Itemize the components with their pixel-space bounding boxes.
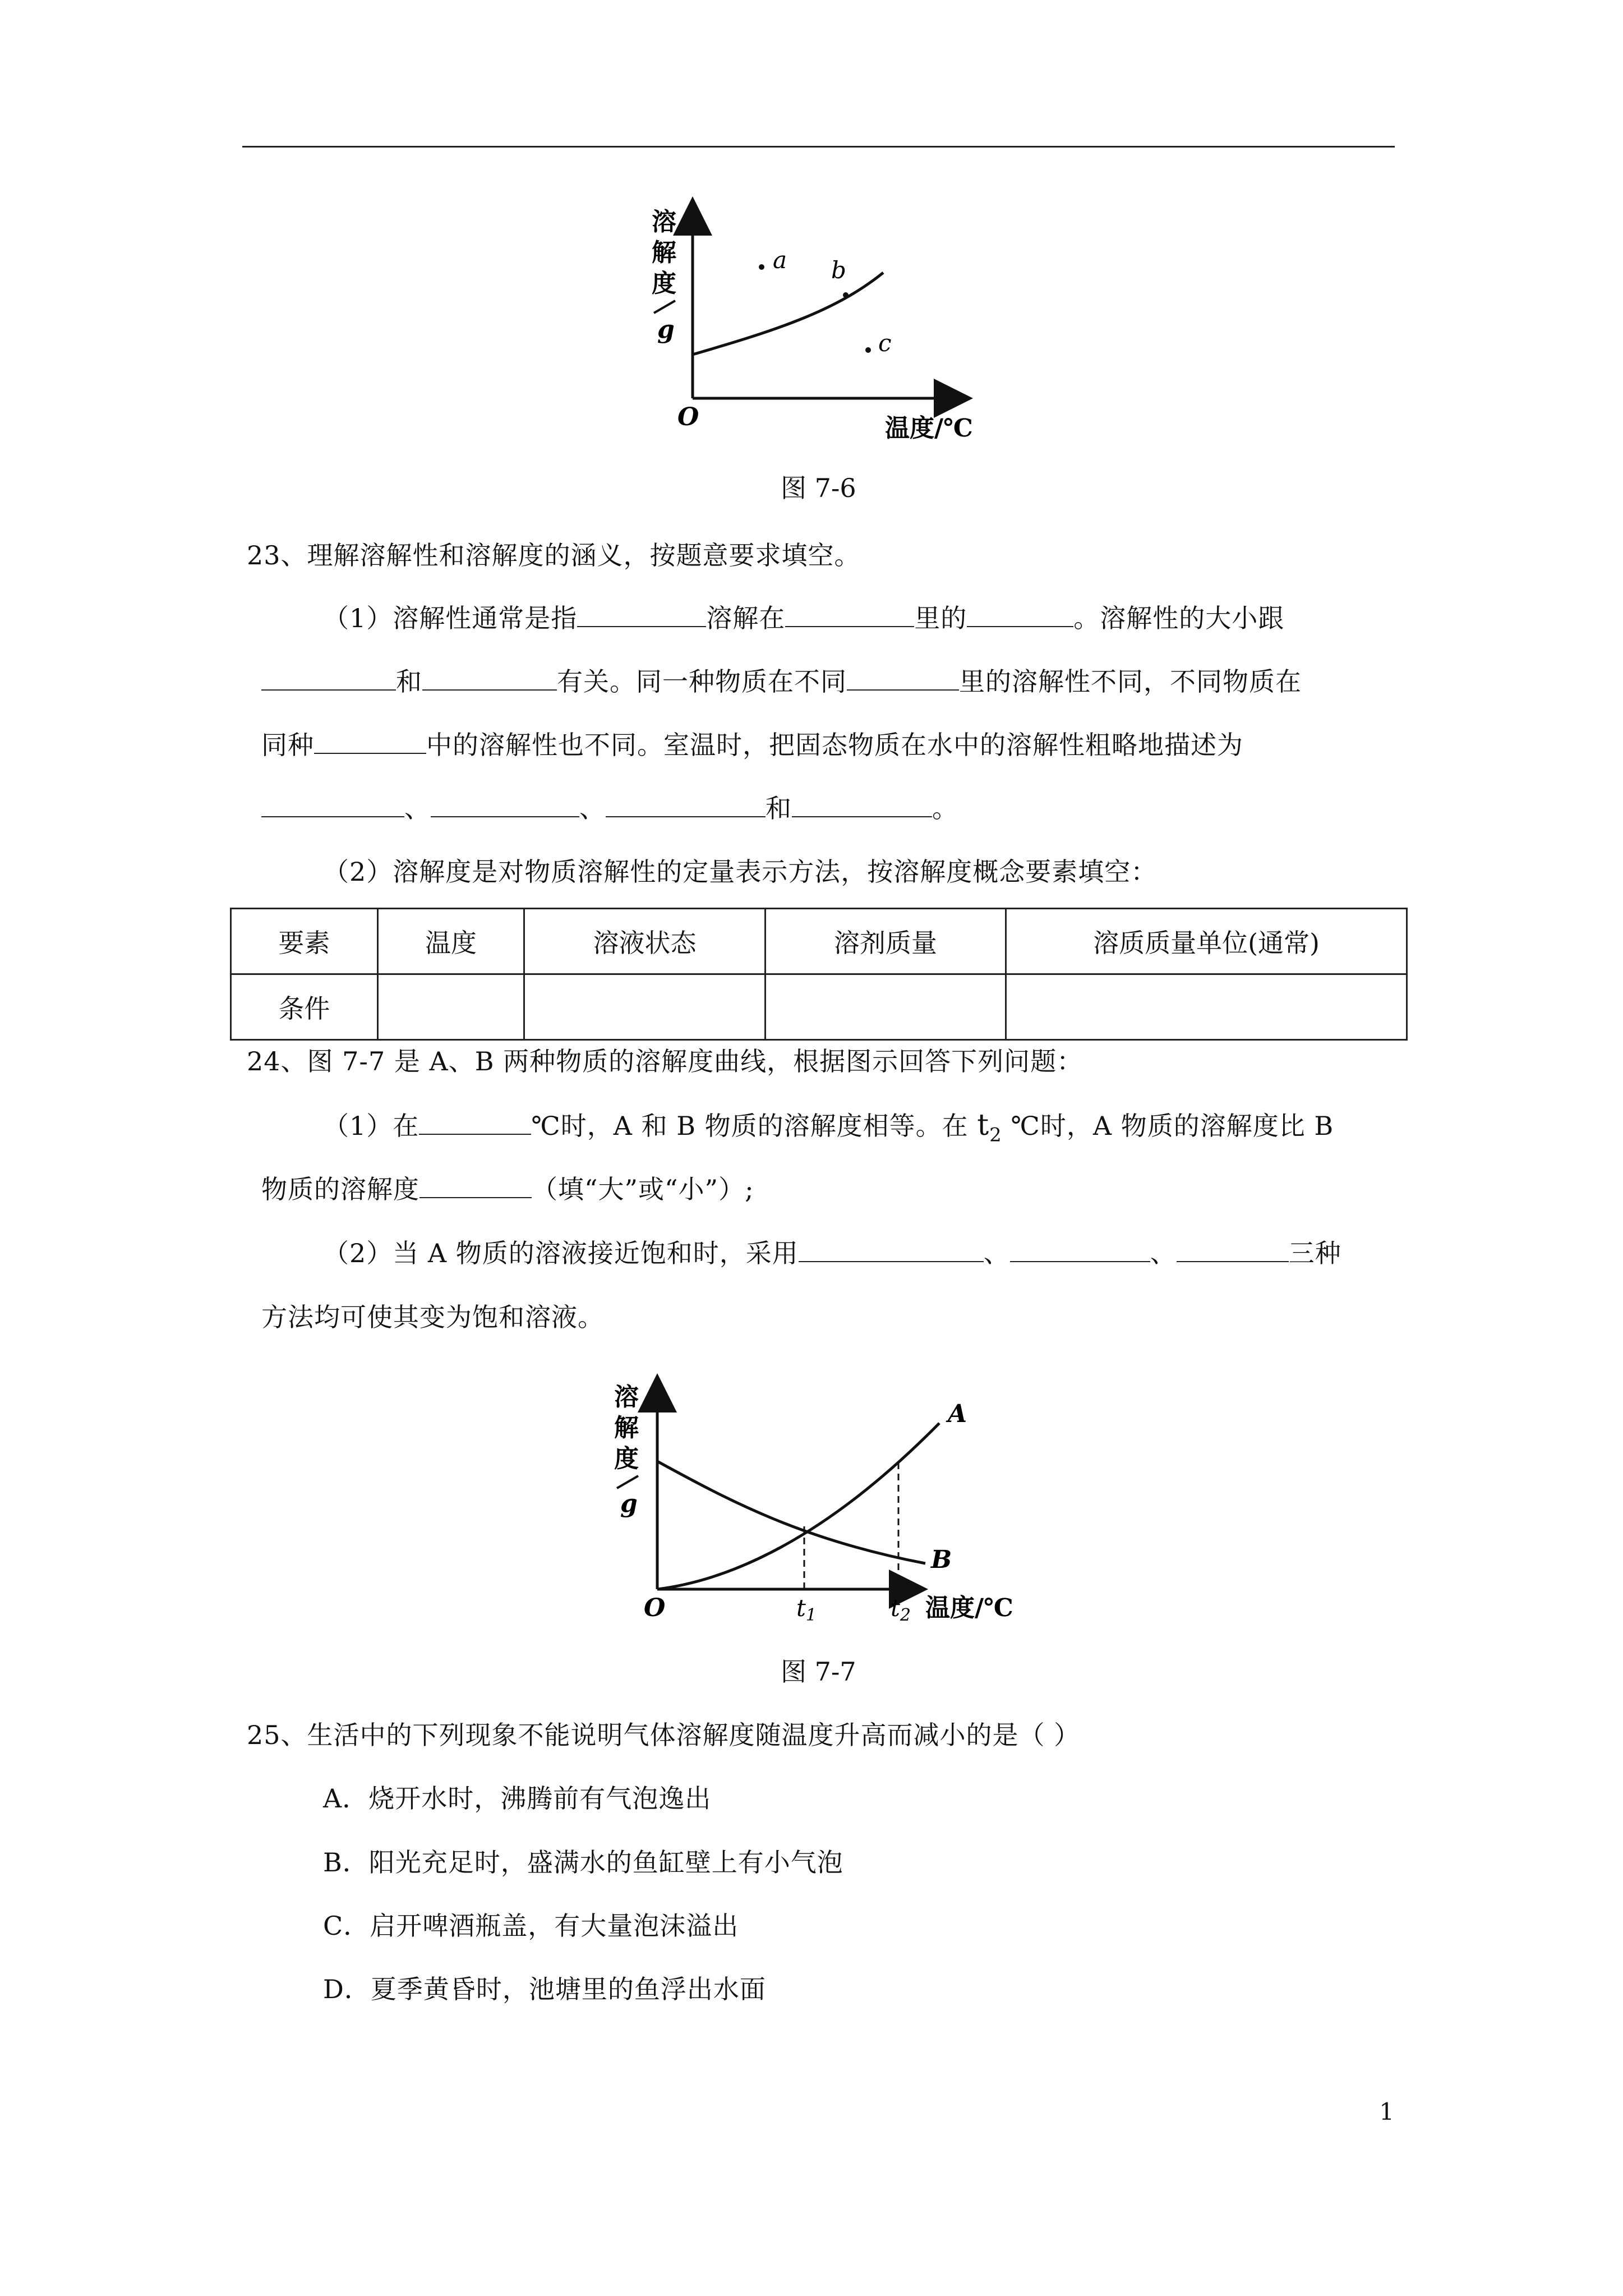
table-answer-cell[interactable] xyxy=(765,974,1006,1040)
q24-p2-line2: 方法均可使其变为饱和溶液。 xyxy=(261,1302,604,1332)
q24-text: 、 xyxy=(983,1238,1010,1268)
q23-text: 、 xyxy=(404,793,431,823)
point-b-label: b xyxy=(831,256,846,284)
point-a-label: a xyxy=(773,246,787,274)
answer-blank[interactable] xyxy=(577,604,706,627)
table-row-label: 条件 xyxy=(231,974,378,1040)
q23-text: 和 xyxy=(396,666,422,697)
t1-label: t1 xyxy=(796,1594,817,1625)
figure-7-6-caption: 图 7-6 xyxy=(781,473,856,503)
q24-title: 24、图 7-7 是 A、B 两种物质的溶解度曲线，根据图示回答下列问题： xyxy=(247,1046,1083,1076)
q24-text: 物质的溶解度 xyxy=(261,1174,419,1204)
q23-text: 和 xyxy=(766,793,792,823)
q23-p1-line3 xyxy=(261,728,1243,762)
table-header-cell: 溶液状态 xyxy=(524,909,765,974)
answer-blank[interactable] xyxy=(785,604,914,627)
figure-7-6 xyxy=(617,191,1021,449)
page-number: 1 xyxy=(1379,2098,1394,2125)
q25-option-d[interactable]: D．夏季黄昏时，池塘里的鱼浮出水面 xyxy=(323,1974,766,2004)
point-c-dot xyxy=(865,347,871,353)
curve-b xyxy=(657,1461,925,1563)
q23-text: 同种 xyxy=(261,730,314,760)
table-header-cell: 溶质质量单位(通常) xyxy=(1006,909,1407,974)
answer-blank[interactable] xyxy=(431,794,579,817)
q23-text: 里的溶解性不同，不同物质在 xyxy=(959,666,1302,697)
table-answer-cell[interactable] xyxy=(377,974,524,1040)
x-axis-label: 温度/℃ xyxy=(885,414,973,443)
q24-p1-line1 xyxy=(323,1108,1334,1152)
y-label-slash xyxy=(617,1476,638,1488)
q23-text: （1）溶解性通常是指 xyxy=(323,603,578,633)
figure-7-7 xyxy=(589,1372,1049,1641)
y-label-char-2: 解 xyxy=(652,238,676,267)
q24-text: （2）当 A 物质的溶液接近饱和时，采用 xyxy=(323,1238,799,1268)
q24-p1-line2 xyxy=(261,1172,754,1206)
q24-text: （1）在 xyxy=(323,1111,419,1141)
q23-p2: （2）溶解度是对物质溶解性的定量表示方法，按溶解度概念要素填空： xyxy=(323,857,1158,887)
y-label-char-2: 解 xyxy=(614,1414,639,1442)
q23-text: 。溶解性的大小跟 xyxy=(1073,603,1285,633)
answer-blank[interactable] xyxy=(314,730,426,754)
q25-title: 25、生活中的下列现象不能说明气体溶解度随温度升高而减小的是（ ） xyxy=(247,1720,1081,1750)
table-header-cell: 温度 xyxy=(377,909,524,974)
curve-a-label: A xyxy=(948,1400,967,1428)
q24-text: 三种 xyxy=(1288,1238,1341,1268)
answer-blank[interactable] xyxy=(606,794,766,817)
q23-p1-line4 xyxy=(261,792,958,825)
y-label-char-1: 溶 xyxy=(614,1383,639,1411)
answer-blank[interactable] xyxy=(1010,1239,1150,1262)
solubility-curve xyxy=(693,273,883,355)
figure-7-7-caption: 图 7-7 xyxy=(781,1657,856,1687)
answer-blank[interactable] xyxy=(967,604,1073,627)
y-label-char-3: 度 xyxy=(614,1444,639,1473)
answer-blank[interactable] xyxy=(847,667,959,691)
table-row xyxy=(231,909,1407,974)
origin-label: O xyxy=(644,1594,666,1622)
answer-blank[interactable] xyxy=(1177,1239,1289,1262)
q23-text: 里的 xyxy=(914,603,967,633)
q24-text: 、 xyxy=(1150,1238,1177,1268)
table-answer-cell[interactable] xyxy=(524,974,765,1040)
x-axis-label: 温度/℃ xyxy=(925,1594,1013,1622)
answer-blank[interactable] xyxy=(799,1239,984,1262)
point-a-dot xyxy=(759,264,764,270)
q24-t2: $t_2$ xyxy=(977,1108,1002,1147)
point-b-dot xyxy=(843,292,849,298)
q25-option-c[interactable]: C．启开啤酒瓶盖，有大量泡沫溢出 xyxy=(323,1911,739,1941)
answer-blank[interactable] xyxy=(419,1175,532,1198)
curve-a xyxy=(657,1423,939,1589)
q25-option-a[interactable]: A．烧开水时，沸腾前有气泡逸出 xyxy=(323,1783,712,1814)
q23-text: 有关。同一种物质在不同 xyxy=(557,666,847,697)
q23-p1-line2 xyxy=(261,665,1302,698)
point-c-label: c xyxy=(878,329,892,357)
y-label-char-1: 溶 xyxy=(652,208,676,236)
y-label-slash xyxy=(654,301,675,313)
q24-p2-line1 xyxy=(323,1236,1341,1270)
origin-label: O xyxy=(677,403,699,431)
table-header-cell: 要素 xyxy=(231,909,378,974)
q23-title: 23、理解溶解性和溶解度的涵义，按题意要求填空。 xyxy=(247,540,861,570)
header-rule xyxy=(242,146,1395,148)
q23-text: 溶解在 xyxy=(706,603,786,633)
q23-p1-line1 xyxy=(323,601,1284,635)
answer-blank[interactable] xyxy=(261,794,404,817)
y-label-unit: g xyxy=(620,1489,638,1518)
answer-blank[interactable] xyxy=(419,1111,531,1135)
curve-b-label: B xyxy=(931,1545,952,1574)
q23-text: 。 xyxy=(932,793,958,823)
q24-text: ℃时，A 物质的溶解度比 B xyxy=(1002,1111,1334,1141)
y-label-char-3: 度 xyxy=(652,269,676,298)
answer-blank[interactable] xyxy=(792,794,932,817)
q24-text: ℃时，A 和 B 物质的溶解度相等。在 xyxy=(531,1111,978,1141)
table-row xyxy=(231,974,1407,1040)
answer-blank[interactable] xyxy=(261,667,396,691)
q23-text: 中的溶解性也不同。室温时，把固态物质在水中的溶解性粗略地描述为 xyxy=(426,730,1243,760)
q23-text: 、 xyxy=(579,793,606,823)
t2-label: t2 xyxy=(891,1594,911,1625)
q25-option-b[interactable]: B．阳光充足时，盛满水的鱼缸壁上有小气泡 xyxy=(323,1847,843,1878)
y-label-unit: g xyxy=(657,315,675,344)
q24-text: （填“大”或“小”）; xyxy=(532,1174,754,1204)
table-answer-cell[interactable] xyxy=(1006,974,1407,1040)
answer-blank[interactable] xyxy=(422,667,557,691)
solubility-elements-table xyxy=(230,908,1408,1041)
table-header-cell: 溶剂质量 xyxy=(765,909,1006,974)
